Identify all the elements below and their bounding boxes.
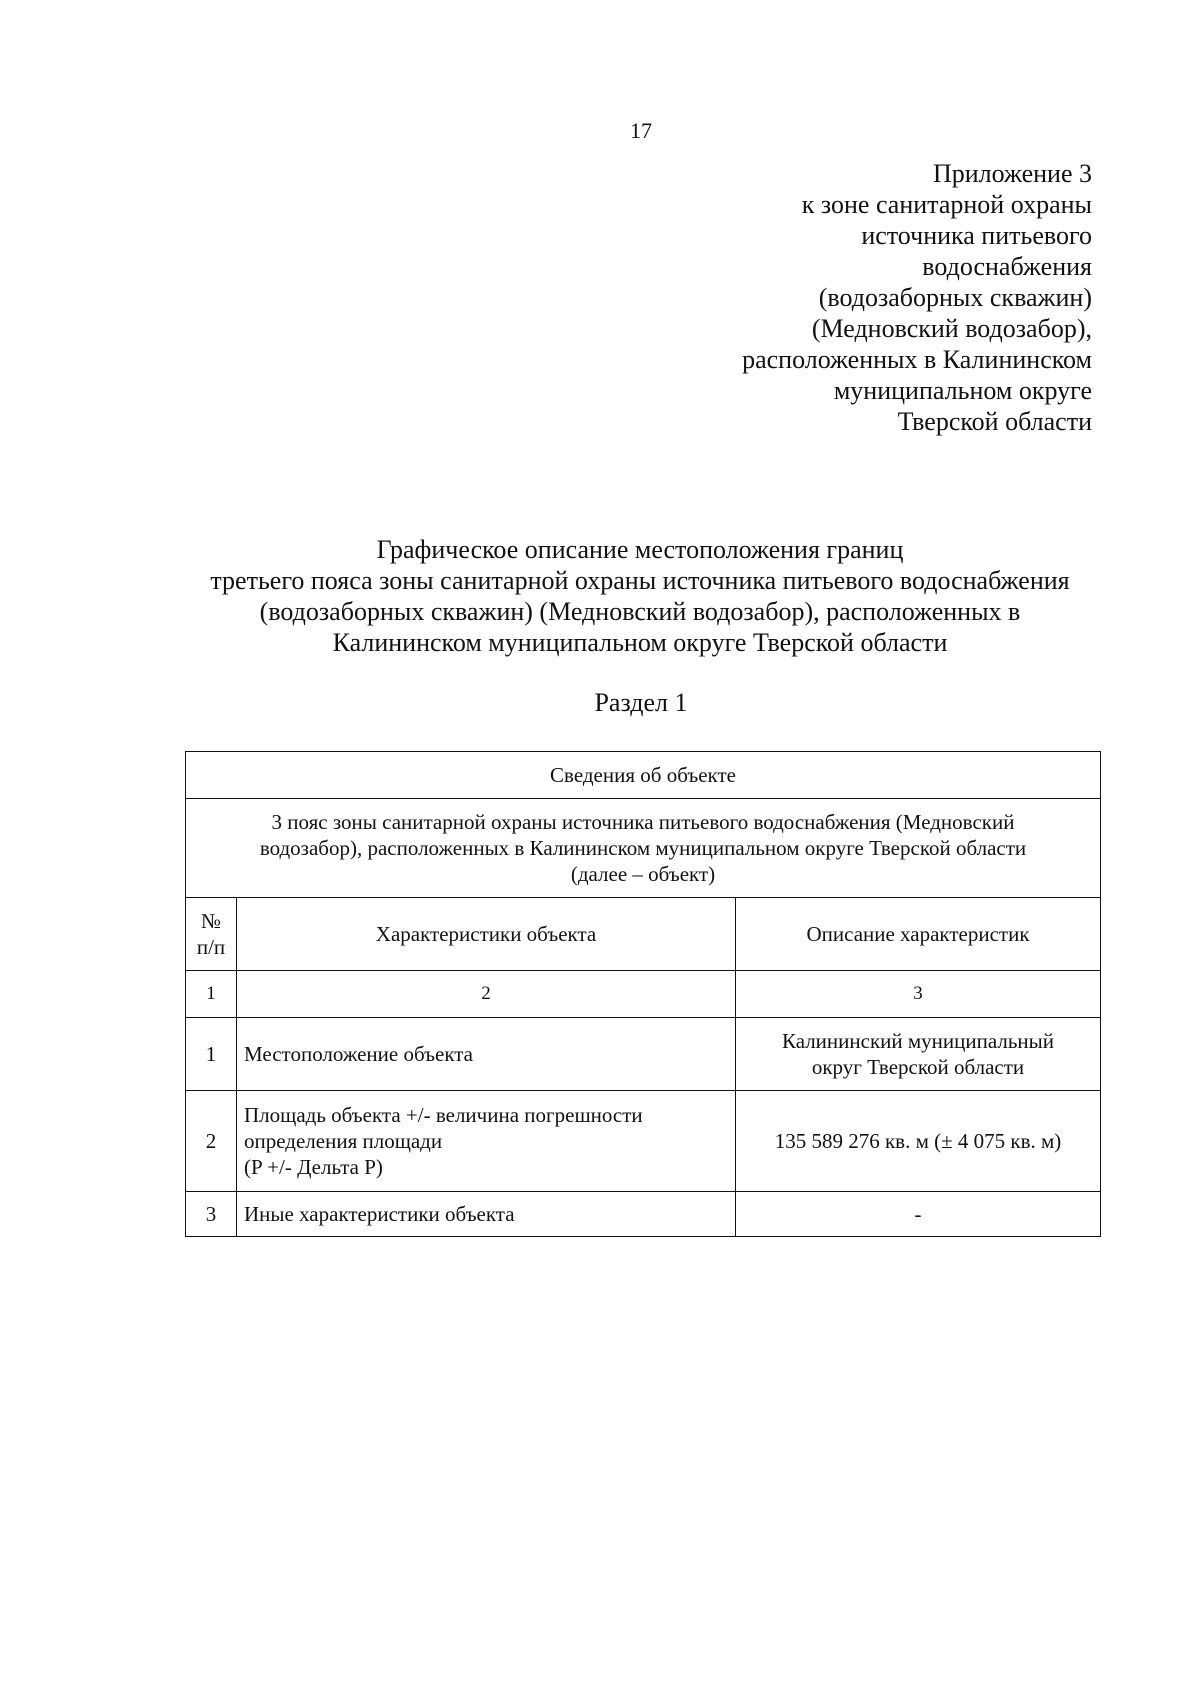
title-line: Графическое описание местоположения границ [376, 535, 904, 564]
appendix-line: к зоне санитарной охраны [801, 190, 1092, 219]
row-characteristic-line: определения площади [244, 1129, 443, 1153]
row-characteristic: Местоположение объекта [237, 1018, 736, 1091]
row-number: 3 [186, 1192, 237, 1237]
table-row [186, 1091, 1101, 1192]
row-characteristic: Иные характеристики объекта [237, 1192, 736, 1237]
column-header-characteristic: Характеристики объекта [237, 898, 736, 971]
object-description-cell [186, 799, 1101, 898]
title-line: третьего пояса зоны санитарной охраны источника питьевого водоснабжения [210, 566, 1070, 595]
column-number: 3 [736, 971, 1101, 1018]
page-number: 17 [630, 118, 652, 143]
column-number: 2 [237, 971, 736, 1018]
title-line: (водозаборных скважин) (Медновский водозабор), расположенных в [259, 597, 1021, 626]
object-description-line: 3 пояс зоны санитарной охраны источника питьевого водоснабжения (Медновский [271, 810, 1015, 834]
appendix-line: Приложение 3 [932, 159, 1092, 188]
section-heading: Раздел 1 [594, 688, 688, 717]
table-header: Сведения об объекте [186, 752, 1101, 799]
object-description-line: водозабор), расположенных в Калининском муниципальном округе Тверской области [259, 836, 1027, 860]
row-characteristic-line: (P +/- Дельта P) [244, 1155, 383, 1179]
column-number: 1 [186, 971, 237, 1018]
row-characteristic-line: Площадь объекта +/- величина погрешности [244, 1103, 643, 1127]
row-characteristic [237, 1091, 736, 1192]
table-row [186, 1018, 1101, 1091]
row-description [736, 1018, 1101, 1091]
appendix-line: расположенных в Калининском [742, 345, 1092, 374]
row-description-line: - [914, 1202, 922, 1226]
appendix-line: источника питьевого [861, 221, 1092, 250]
column-header-description: Описание характеристик [736, 898, 1101, 971]
row-number: 2 [186, 1091, 237, 1192]
object-info-table [185, 751, 1101, 1237]
title-line: Калининском муниципальном округе Тверской области [332, 628, 948, 657]
appendix-note [632, 158, 1092, 437]
object-description-line: (далее – объект) [570, 862, 716, 886]
column-header-num: № п/п [186, 898, 237, 971]
row-description [736, 1192, 1101, 1237]
row-number: 1 [186, 1018, 237, 1091]
appendix-line: (водозаборных скважин) [818, 283, 1092, 312]
table-row [186, 1192, 1101, 1237]
row-description-line: 135 589 276 кв. м (± 4 075 кв. м) [774, 1129, 1062, 1153]
row-description [736, 1091, 1101, 1192]
appendix-line: водоснабжения [922, 252, 1092, 281]
row-description-line: округ Тверской области [811, 1055, 1025, 1079]
appendix-line: муниципальном округе [833, 376, 1092, 405]
row-description-line: Калининский муниципальный [781, 1029, 1055, 1053]
appendix-line: Тверской области [897, 407, 1092, 436]
document-title [130, 534, 1150, 658]
appendix-line: (Медновский водозабор), [811, 314, 1092, 343]
